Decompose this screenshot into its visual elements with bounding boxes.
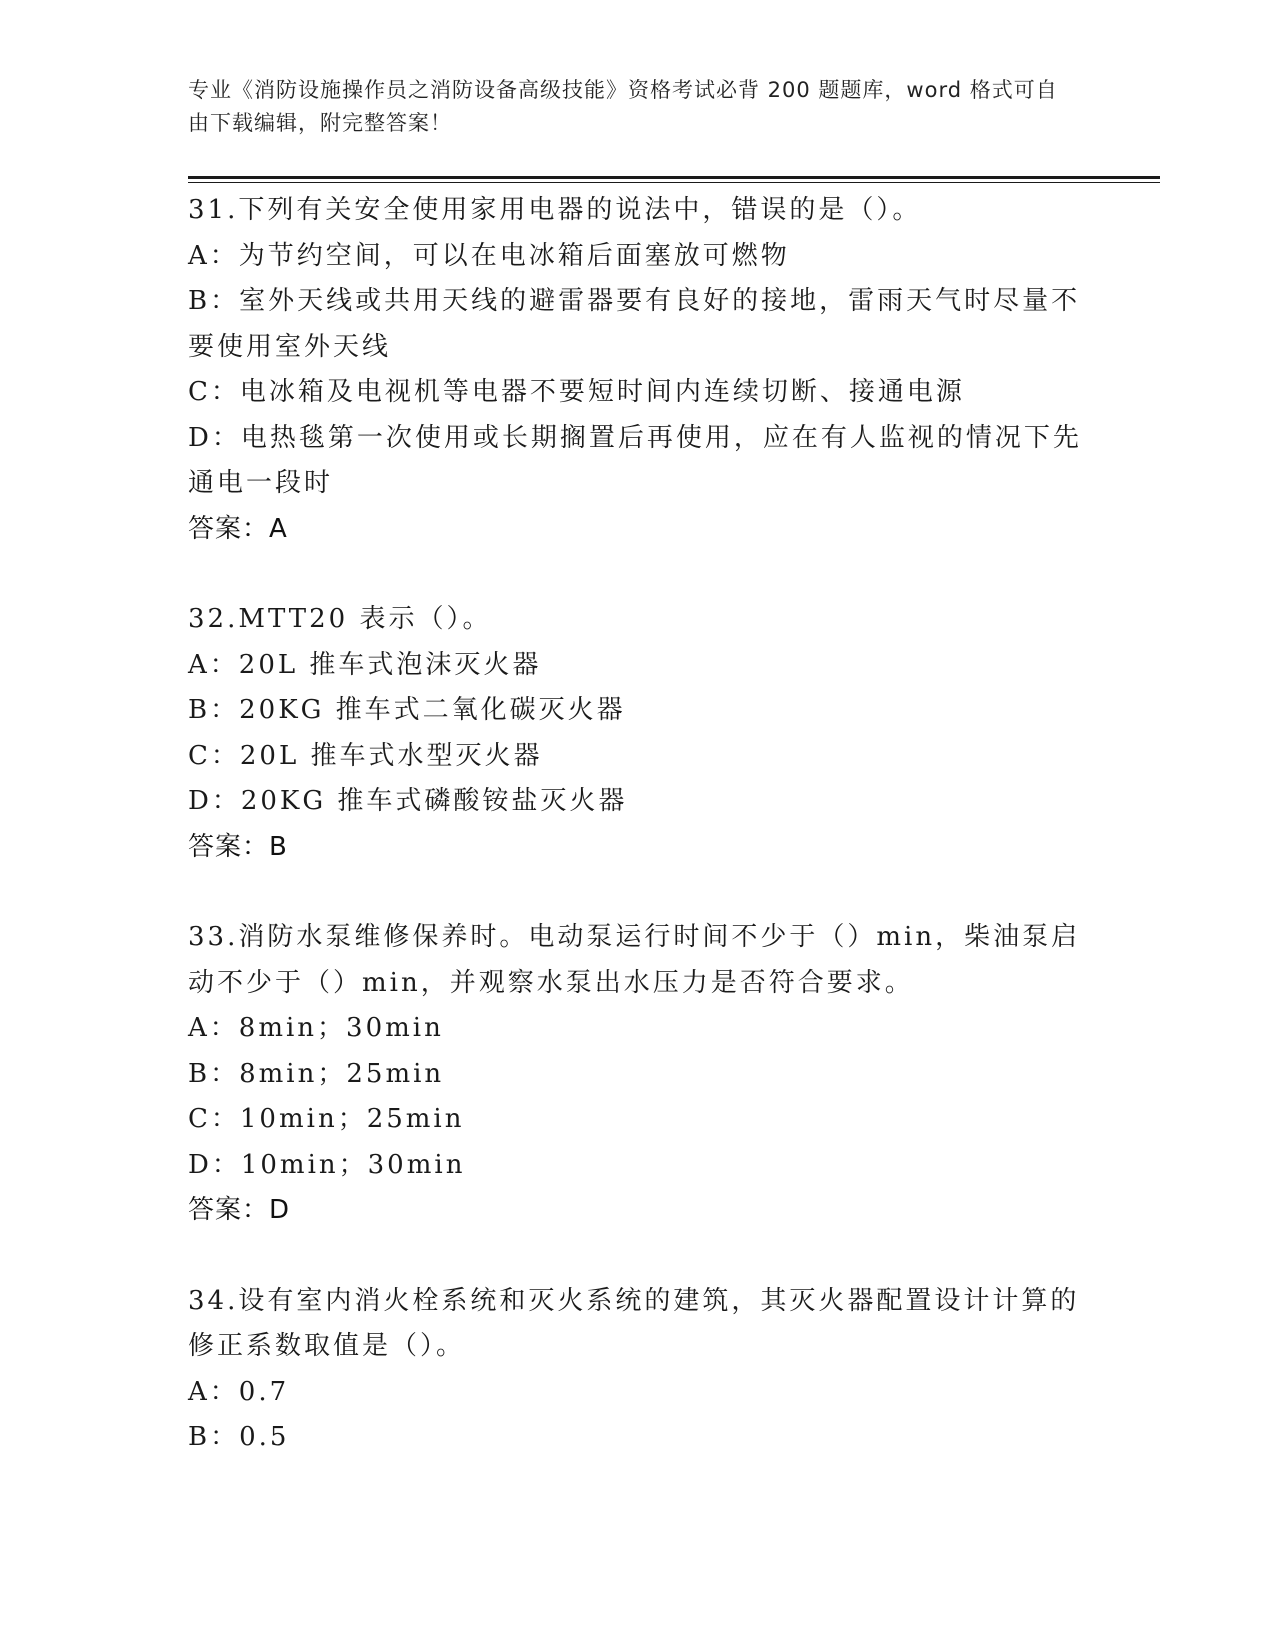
document-intro: 专业《消防设施操作员之消防设备高级技能》资格考试必背 200 题题库，word 格式可自由下载编辑，附完整答案！ [188, 78, 1058, 135]
question-31 [188, 188, 1088, 552]
option-b: B：20KG 推车式二氧化碳灭火器 [188, 695, 626, 725]
option-b: B：0.5 [188, 1422, 290, 1452]
option-a: A：为节约空间，可以在电冰箱后面塞放可燃物 [188, 240, 790, 271]
option-a: A：0.7 [188, 1376, 290, 1407]
question-32 [188, 597, 1088, 870]
answer-label: 答案：A [188, 513, 288, 544]
answer-label: 答案：B [188, 831, 288, 862]
header-divider-thick [188, 176, 1160, 179]
option-b: B：8min；25min [188, 1058, 445, 1089]
option-d: D：20KG 推车式磷酸铵盐灭火器 [188, 786, 628, 816]
option-c: C：20L 推车式水型灭火器 [188, 740, 543, 771]
option-d: D：电热毯第一次使用或长期搁置后再使用，应在有人监视的情况下先通电一段时 [188, 422, 1082, 498]
question-list [188, 188, 1088, 1506]
question-33 [188, 915, 1088, 1234]
option-b: B：室外天线或共用天线的避雷器要有良好的接地，雷雨天气时尽量不要使用室外天线 [188, 286, 1081, 362]
question-stem: 33.消防水泵维修保养时。电动泵运行时间不少于（）min，柴油泵启动不少于（）min，并观察水泵出水压力是否符合要求。 [188, 922, 1081, 998]
question-stem: 32.MTT20 表示（）。 [188, 604, 492, 634]
question-stem: 31.下列有关安全使用家用电器的说法中，错误的是（）。 [188, 195, 922, 225]
question-34 [188, 1279, 1088, 1461]
option-c: C：10min；25min [188, 1104, 465, 1134]
header-divider-thin [188, 182, 1160, 183]
option-c: C：电冰箱及电视机等电器不要短时间内连续切断、接通电源 [188, 377, 965, 407]
option-d: D：10min；30min [188, 1149, 466, 1180]
answer-label: 答案：D [188, 1195, 291, 1225]
question-stem: 34.设有室内消火栓系统和灭火系统的建筑，其灭火器配置设计计算的修正系数取值是（）。 [188, 1285, 1080, 1361]
option-a: A：20L 推车式泡沫灭火器 [188, 649, 542, 680]
option-a: A：8min；30min [188, 1013, 444, 1043]
